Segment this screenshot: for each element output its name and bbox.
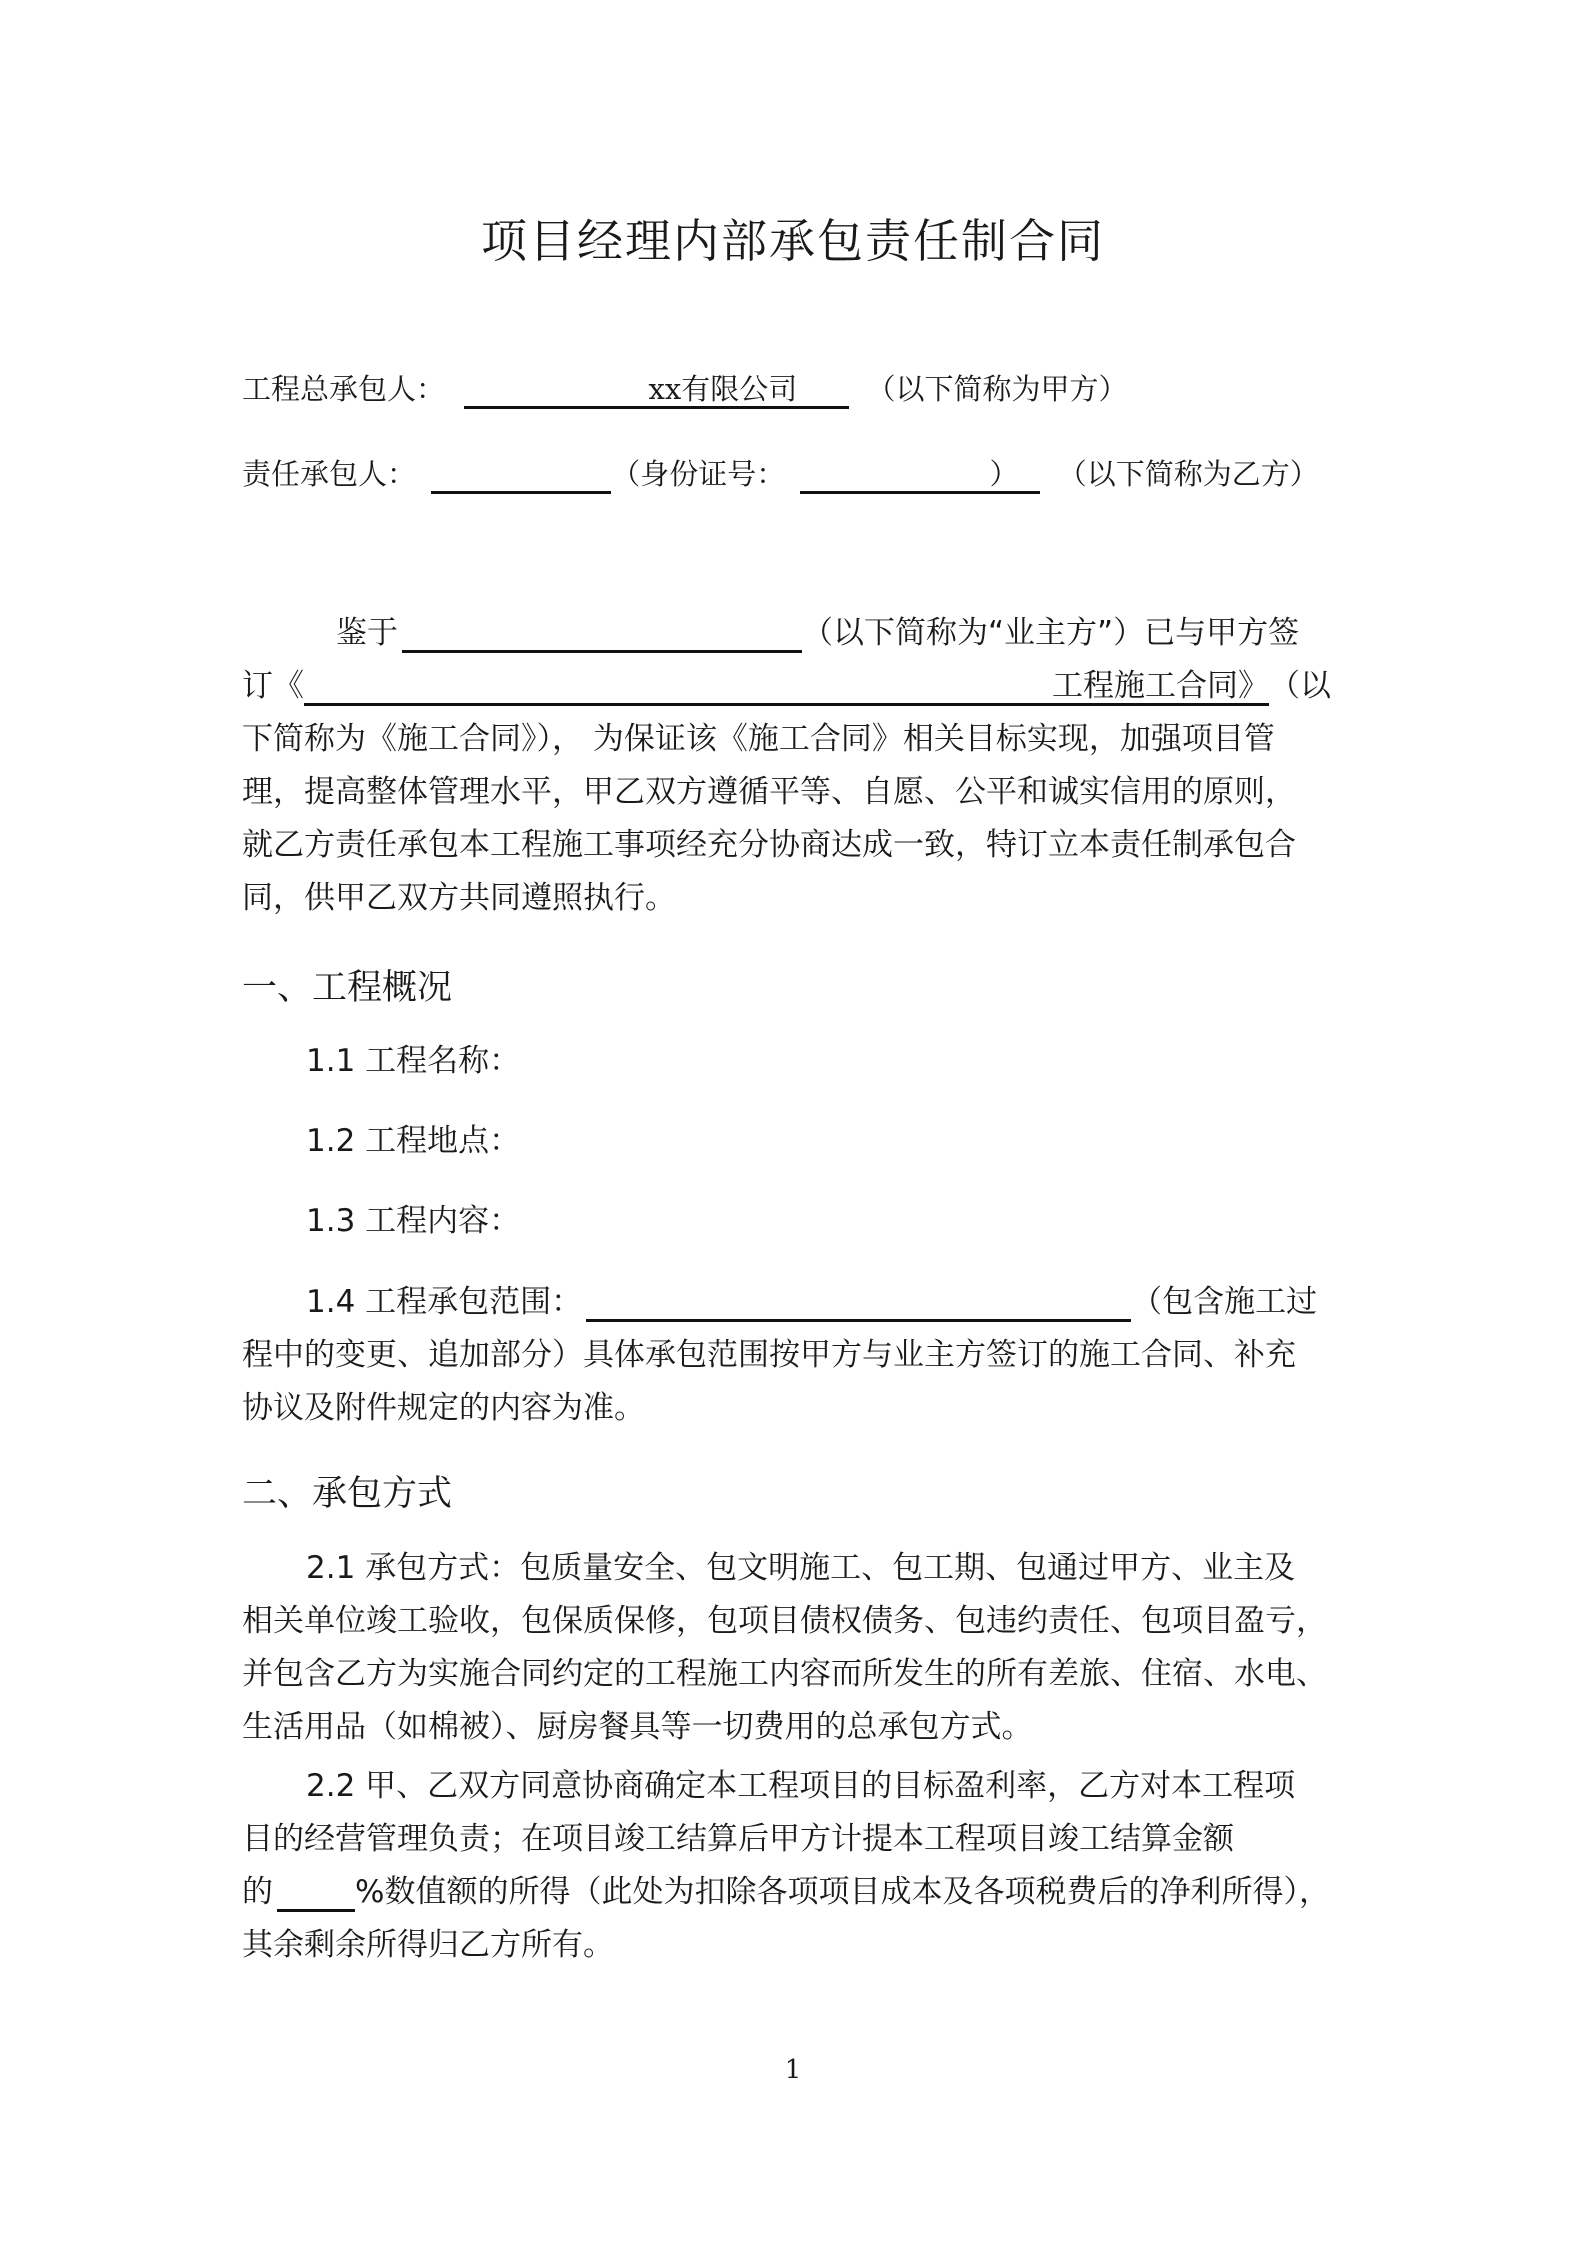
profit-rate-field[interactable] — [277, 1875, 355, 1912]
preamble-text: （以下简称为“业主方”）已与甲方签 — [802, 615, 1300, 651]
item-2-1-line-3: 并包含乙方为实施合同约定的工程施工内容而所发生的所有差旅、住宿、水电、 — [242, 1656, 1327, 1692]
party-a-suffix: （以下简称为甲方） — [866, 372, 1128, 406]
party-a-field[interactable] — [464, 374, 849, 409]
item-2-2-text: 的 — [242, 1874, 273, 1910]
scope-field[interactable] — [586, 1285, 1131, 1322]
item-2-2-line-4: 其余剩余所得归乙方所有。 — [242, 1927, 614, 1963]
preamble-text: （以 — [1269, 668, 1331, 704]
item-1-4 — [306, 1276, 1317, 1322]
item-2-1-line-1: 2.1 承包方式：包质量安全、包文明施工、包工期、包通过甲方、业主及 — [306, 1550, 1296, 1586]
party-b-id-field[interactable] — [800, 459, 1040, 494]
contract-name-field[interactable] — [304, 669, 1269, 706]
party-a-label: 工程总承包人： — [242, 372, 446, 406]
owner-field[interactable] — [402, 616, 802, 653]
preamble-line-6: 同，供甲乙双方共同遵照执行。 — [242, 880, 676, 916]
item-1-2: 1.2 工程地点： — [306, 1123, 521, 1159]
party-b-id-label: （身份证号： — [611, 457, 786, 491]
item-1-4-line-2: 程中的变更、追加部分）具体承包范围按甲方与业主方签订的施工合同、补充 — [242, 1337, 1296, 1373]
party-a-line — [242, 367, 1127, 409]
item-1-1: 1.1 工程名称： — [306, 1043, 521, 1079]
item-2-1-line-4: 生活用品（如棉被）、厨房餐具等一切费用的总承包方式。 — [242, 1709, 1033, 1745]
document-title: 项目经理内部承包责任制合同 — [481, 214, 1105, 268]
party-b-id-close: ） — [989, 457, 1019, 491]
item-2-2-text: %数值额的所得（此处为扣除各项项目成本及各项税费后的净利所得）， — [355, 1874, 1330, 1910]
section-2-heading: 二、承包方式 — [242, 1474, 453, 1514]
item-1-4-line-3: 协议及附件规定的内容为准。 — [242, 1390, 645, 1426]
item-2-2-line-3 — [242, 1866, 1330, 1912]
item-2-1-line-2: 相关单位竣工验收，包保质保修，包项目债权债务、包违约责任、包项目盈亏， — [242, 1603, 1327, 1639]
party-a-value: xx有限公司 — [648, 372, 798, 406]
page-number: 1 — [784, 2055, 802, 2085]
item-1-4-label: 1.4 工程承包范围： — [306, 1284, 583, 1320]
preamble-line-2 — [242, 660, 1331, 706]
preamble-text: 订《 — [242, 668, 304, 704]
item-2-2-line-1: 2.2 甲、乙双方同意协商确定本工程项目的目标盈利率，乙方对本工程项 — [306, 1768, 1296, 1804]
preamble-text: 鉴于 — [336, 615, 398, 651]
party-b-line — [242, 452, 1319, 494]
preamble-line-1 — [336, 607, 1299, 653]
party-b-name-field[interactable] — [431, 459, 611, 494]
preamble-line-5: 就乙方责任承包本工程施工事项经充分协商达成一致，特订立本责任制承包合 — [242, 827, 1296, 863]
item-2-2-line-2: 目的经营管理负责；在项目竣工结算后甲方计提本工程项目竣工结算金额 — [242, 1821, 1234, 1857]
item-1-4-text: （包含施工过 — [1131, 1284, 1318, 1320]
contract-name-suffix: 工程施工合同》 — [1052, 668, 1269, 704]
party-b-suffix: （以下简称为乙方） — [1057, 457, 1319, 491]
section-1-heading: 一、工程概况 — [242, 968, 453, 1008]
preamble-line-4: 理，提高整体管理水平，甲乙双方遵循平等、自愿、公平和诚实信用的原则， — [242, 774, 1296, 810]
preamble-line-3: 下简称为《施工合同》）， 为保证该《施工合同》相关目标实现，加强项目管 — [242, 721, 1275, 757]
item-1-3: 1.3 工程内容： — [306, 1203, 521, 1239]
party-b-label: 责任承包人： — [242, 457, 417, 491]
